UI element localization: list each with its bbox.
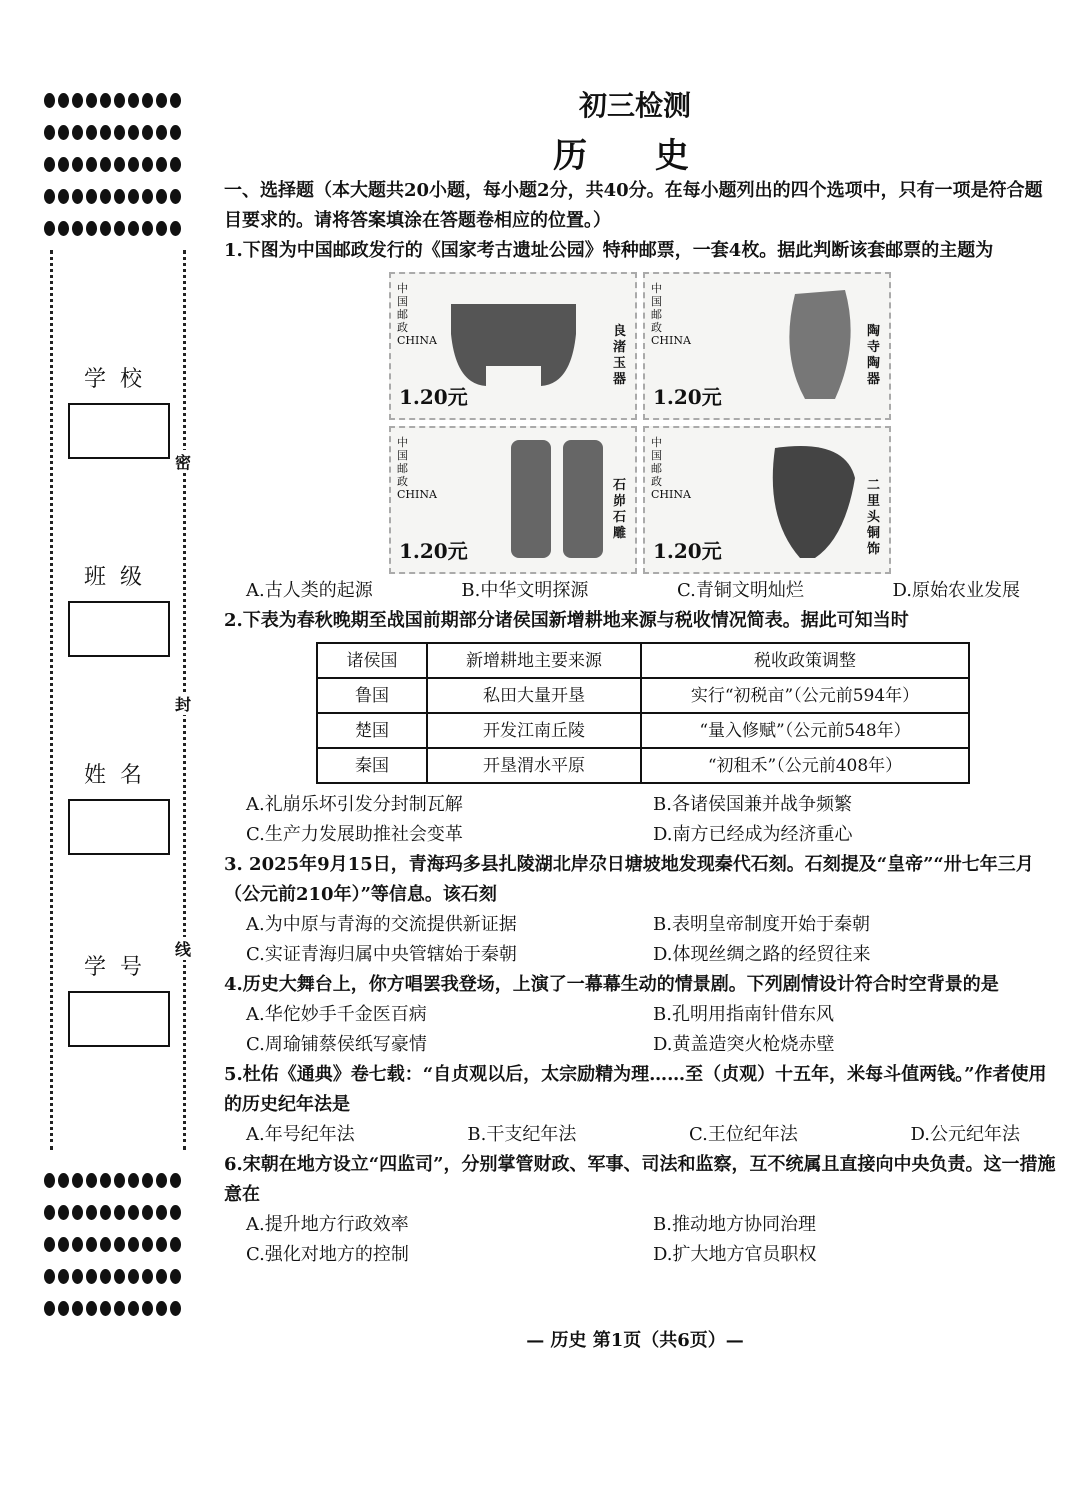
q1-options xyxy=(224,576,1060,606)
q4-options xyxy=(224,1000,1060,1060)
q2-options xyxy=(224,790,1060,850)
option[interactable]: C.周瑜铺蔡侯纸写豪情 xyxy=(246,1034,427,1055)
class-box[interactable] xyxy=(68,601,170,657)
option[interactable]: B.孔明用指南针借东风 xyxy=(653,1004,834,1025)
option[interactable]: B.干支纪年法 xyxy=(467,1124,577,1145)
option[interactable]: D.公元纪年法 xyxy=(910,1124,1020,1145)
stamp-value: 1.20元 xyxy=(653,385,722,409)
q6-stem: 6.宋朝在地方设立“四监司”，分别掌管财政、军事、司法和监察，互不统属且直接向中央负责。这一措施意在 xyxy=(224,1154,1056,1205)
option[interactable]: A.古人类的起源 xyxy=(246,580,373,601)
stamp-country: 中国邮政 CHINA xyxy=(651,436,691,501)
binding-char-xian: 线 xyxy=(175,937,191,960)
binding-char-mi: 密 xyxy=(175,450,191,473)
table-cell: 楚国 xyxy=(317,713,427,748)
table-cell: 鲁国 xyxy=(317,678,427,713)
subject-title: 历 史 xyxy=(553,136,717,176)
q3-stem: 3. 2025年9月15日，青海玛多县扎陵湖北岸尕日塘坡地发现秦代石刻。石刻提及“皇帝”“卅七年三月（公元前210年）”等信息。该石刻 xyxy=(224,854,1034,905)
option[interactable]: D.黄盖造突火枪烧赤壁 xyxy=(653,1034,835,1055)
table-cell: 秦国 xyxy=(317,748,427,783)
table-cell: “量入修赋”（公元前548年） xyxy=(641,713,969,748)
option[interactable]: C.生产力发展助推社会变革 xyxy=(246,824,463,845)
stamp-value: 1.20元 xyxy=(399,539,468,563)
option[interactable]: B.推动地方协同治理 xyxy=(653,1214,816,1235)
q5-options xyxy=(224,1120,1060,1150)
exam-title: 初三检测 xyxy=(578,89,691,122)
table-header: 新增耕地主要来源 xyxy=(427,643,641,678)
stamp-value: 1.20元 xyxy=(653,539,722,563)
stamp-4 xyxy=(643,426,891,574)
option[interactable]: D.南方已经成为经济重心 xyxy=(653,824,853,845)
option[interactable]: A.礼崩乐坏引发分封制瓦解 xyxy=(246,794,463,815)
option[interactable]: C.强化对地方的控制 xyxy=(246,1244,409,1265)
stamp-country: 中国邮政 CHINA xyxy=(397,436,437,501)
option[interactable]: D.体现丝绸之路的经贸往来 xyxy=(653,944,871,965)
binding-char-feng: 封 xyxy=(175,692,191,715)
stamp-2 xyxy=(643,272,891,420)
binding-border-left xyxy=(50,250,53,1150)
stamp-name: 良渚玉器 xyxy=(613,324,627,387)
name-box[interactable] xyxy=(68,799,170,855)
option[interactable]: A.提升地方行政效率 xyxy=(246,1214,409,1235)
option[interactable]: C.青铜文明灿烂 xyxy=(676,580,804,601)
option[interactable]: A.年号纪年法 xyxy=(246,1124,355,1145)
option[interactable]: D.扩大地方官员职权 xyxy=(653,1244,817,1265)
table-row xyxy=(317,678,969,713)
name-label: 姓名 xyxy=(83,763,156,788)
school-label: 学校 xyxy=(83,367,156,392)
table-cell: 私田大量开垦 xyxy=(427,678,641,713)
student-id-field xyxy=(68,950,168,1047)
table-header: 诸侯国 xyxy=(317,643,427,678)
option[interactable]: B.中华文明探源 xyxy=(461,580,589,601)
option[interactable]: B.各诸侯国兼并战争频繁 xyxy=(653,794,852,815)
option[interactable]: C.实证青海归属中央管辖始于秦朝 xyxy=(246,944,517,965)
table-header-row xyxy=(317,643,969,678)
q6-options xyxy=(224,1210,1060,1270)
name-field xyxy=(68,758,168,855)
q2-stem: 2.下表为春秋晚期至战国前期部分诸侯国新增耕地来源与税收情况简表。据此可知当时 xyxy=(224,610,909,631)
q3-options xyxy=(224,910,1060,970)
school-field xyxy=(68,362,168,459)
page-footer: — 历史 第1页（共6页）— xyxy=(526,1330,744,1351)
table-cell: 开发江南丘陵 xyxy=(427,713,641,748)
table-cell: “初租禾”（公元前408年） xyxy=(641,748,969,783)
option[interactable]: A.为中原与青海的交流提供新证据 xyxy=(246,914,517,935)
class-field xyxy=(68,560,168,657)
table-cell: 实行“初税亩”（公元前594年） xyxy=(641,678,969,713)
stamp-country: 中国邮政 CHINA xyxy=(397,282,437,347)
table-row xyxy=(317,713,969,748)
table-row xyxy=(317,748,969,783)
stamp-3 xyxy=(389,426,637,574)
stamp-country: 中国邮政 CHINA xyxy=(651,282,691,347)
q5-stem: 5.杜佑《通典》卷七载：“自贞观以后，太宗励精为理……至（贞观）十五年，米每斗值两钱。”作者使用的历史纪年法是 xyxy=(224,1064,1047,1115)
option[interactable]: B.表明皇帝制度开始于秦朝 xyxy=(653,914,870,935)
option[interactable]: A.华佗妙手千金医百病 xyxy=(246,1004,427,1025)
q1-stem: 1.下图为中国邮政发行的《国家考古遗址公园》特种邮票，一套4枚。据此判断该套邮票的主题为 xyxy=(224,240,994,261)
bottom-dot-pattern xyxy=(44,1164,192,1324)
student-id-label: 学号 xyxy=(83,955,156,980)
option[interactable]: D.原始农业发展 xyxy=(892,580,1020,601)
stamp-1 xyxy=(389,272,637,420)
q2-table xyxy=(316,642,970,784)
q4-stem: 4.历史大舞台上，你方唱罢我登场，上演了一幕幕生动的情景剧。下列剧情设计符合时空背景的是 xyxy=(224,974,999,995)
stamp-name: 石峁石雕 xyxy=(613,478,627,541)
student-id-box[interactable] xyxy=(68,991,170,1047)
section-heading: 一、选择题（本大题共20小题，每小题2分，共40分。在每小题列出的四个选项中，只有一项是符合题目要求的。请将答案填涂在答题卷相应的位置。） xyxy=(224,180,1043,231)
school-box[interactable] xyxy=(68,403,170,459)
table-cell: 开垦渭水平原 xyxy=(427,748,641,783)
stamp-name: 二里头铜饰 xyxy=(867,478,881,557)
exam-content xyxy=(224,176,1060,1270)
table-header: 税收政策调整 xyxy=(641,643,969,678)
stamp-value: 1.20元 xyxy=(399,385,468,409)
option[interactable]: C.王位纪年法 xyxy=(688,1124,798,1145)
stamp-name: 陶寺陶器 xyxy=(867,324,881,387)
class-label: 班级 xyxy=(83,565,156,590)
stamp-sheet xyxy=(389,272,889,572)
